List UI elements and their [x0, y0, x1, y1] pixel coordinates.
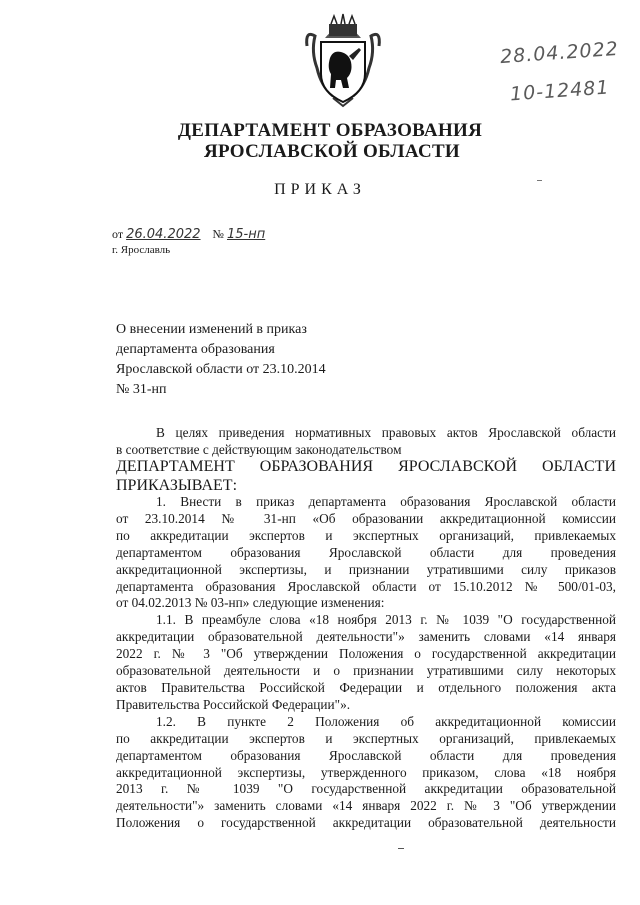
body-line: департамента образования Ярославской области от 15.10.2012 № 500/01-03,	[116, 578, 616, 594]
body-line: аккредитации образовательной деятельности"» заменить словами «14 января	[116, 629, 616, 645]
department-name-line-1: ДЕПАРТАМЕНТ ОБРАЗОВАНИЯ	[177, 120, 483, 141]
decree-department-line: ДЕПАРТАМЕНТ ОБРАЗОВАНИЯ ЯРОСЛАВСКОЙ ОБЛАСТИ	[116, 458, 616, 475]
body-line: Правительства Российской Федерации"».	[116, 696, 351, 712]
order-body-text	[116, 494, 616, 832]
subject-line: О внесении изменений в приказ	[116, 322, 307, 337]
body-line: 1.2. В пункте 2 Положения об аккредитационной комиссии	[156, 713, 616, 729]
body-line: департаментом образования Ярославской области для проведения	[116, 544, 616, 560]
decree-orders-word: ПРИКАЗЫВАЕТ:	[116, 477, 238, 494]
handwritten-registration-date: 28.04.2022	[499, 37, 620, 69]
subject-line: Ярославской области от 23.10.2014	[116, 362, 326, 377]
body-line: по аккредитации экспертов и экспертных организаций, привлекаемых	[116, 730, 616, 746]
body-line: 2022 г. № 3 "Об утверждении Положения о государственной аккредитации	[116, 646, 616, 662]
department-name-line-2: ЯРОСЛАВСКОЙ ОБЛАСТИ	[203, 141, 461, 162]
body-line: деятельности"» заменить словами «14 января 2022 г. № 3 "Об утверждении	[116, 798, 616, 814]
document-type-title: ПРИКАЗ	[274, 181, 366, 198]
preamble	[116, 425, 616, 459]
subject-line: департамента образования	[116, 342, 275, 357]
subject-line: № 31-нп	[116, 382, 167, 397]
body-line: 1.1. В преамбуле слова «18 ноября 2013 г. № 1039 "О государственной	[156, 612, 616, 628]
body-line: от 23.10.2014 № 31-нп «Об образовании аккредитационной комиссии	[116, 510, 616, 526]
body-line: Положения о государственной аккредитации образовательной деятельности	[116, 815, 616, 831]
order-date-number-line	[112, 227, 265, 242]
body-line: актов Правительства Российской Федерации и отдельного положения акта	[116, 679, 616, 695]
body-line: по аккредитации экспертов и экспертных организаций, привлекаемых	[116, 527, 616, 543]
body-line: 2013 г. № 1039 "О государственной аккредитации образовательной	[116, 781, 616, 797]
yaroslavl-coat-of-arms-emblem	[303, 12, 383, 110]
body-line: 1. Внести в приказ департамента образования Ярославской области	[156, 494, 616, 509]
preamble-line: В целях приведения нормативных правовых актов Ярославской области	[156, 425, 616, 440]
decree-heading	[116, 457, 616, 495]
body-line: от 04.02.2013 № 03-нп» следующие изменения:	[116, 595, 385, 611]
handwritten-registration-number: 10-12481	[509, 76, 611, 106]
page-mark	[398, 848, 404, 849]
body-line: аккредитационной экспертизы, и признании утратившими силу приказов	[116, 561, 616, 577]
order-subject	[116, 320, 326, 400]
body-line: аккредитационной экспертизы, утвержденного приказом, слова «18 ноября	[116, 764, 616, 780]
order-date: 26.04.2022	[126, 227, 201, 242]
preamble-line: в соответствие с действующим законодательством	[116, 441, 402, 457]
order-city: г. Ярославль	[112, 244, 171, 256]
order-from-label: от	[112, 227, 124, 241]
order-number: 15-нп	[226, 227, 266, 242]
body-line: образовательной деятельности и о признании утратившими силу некоторых	[116, 663, 616, 679]
order-number-label: №	[212, 227, 224, 241]
body-line: департаментом образования Ярославской области для проведения	[116, 747, 616, 763]
